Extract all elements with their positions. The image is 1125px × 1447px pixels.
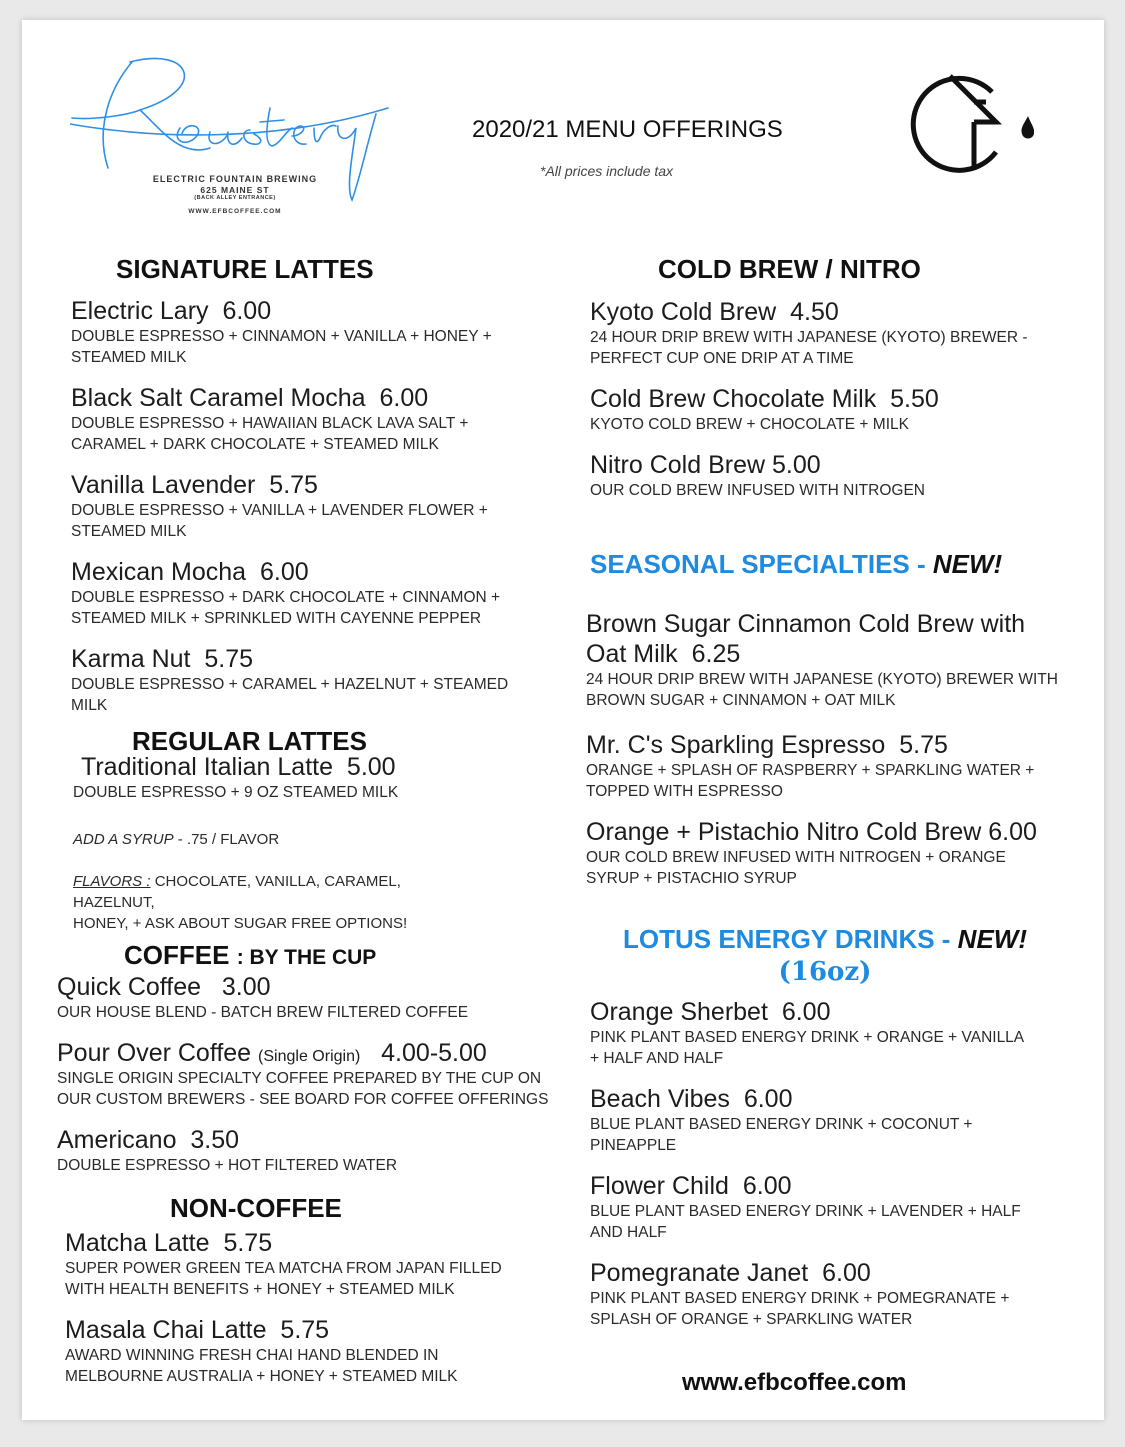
lotus-heading-text: LOTUS ENERGY DRINKS - <box>623 924 951 954</box>
item-name: Orange Sherbet <box>590 998 768 1026</box>
item-name: Pour Over Coffee <box>57 1039 252 1067</box>
item-description: OUR COLD BREW INFUSED WITH NITROGEN <box>590 482 925 499</box>
item-name: Mr. C's Sparkling Espresso <box>586 731 886 759</box>
item-price: 4.00-5.00 <box>381 1039 487 1067</box>
item-description: DOUBLE ESPRESSO + CINNAMON + VANILLA + HONEY + <box>71 328 492 345</box>
item-description: 24 HOUR DRIP BREW WITH JAPANESE (KYOTO) BREWER WITH <box>586 671 1058 688</box>
coffee-heading-suffix: : BY THE CUP <box>236 946 377 969</box>
item-price: 6.00 <box>743 1085 793 1113</box>
item-name: Masala Chai Latte <box>65 1316 267 1344</box>
lotus-heading <box>600 924 1050 987</box>
item-description: STEAMED MILK <box>71 349 187 366</box>
ef-brand-mark-icon <box>900 66 1034 178</box>
item-description: OUR CUSTOM BREWERS - SEE BOARD FOR COFFEE OFFERINGS <box>57 1091 549 1108</box>
menu-item <box>590 384 939 435</box>
item-description: CARAMEL + DARK CHOCOLATE + STEAMED MILK <box>71 436 439 453</box>
menu-item <box>590 450 925 501</box>
new-badge: NEW! <box>957 924 1027 954</box>
item-description: 24 HOUR DRIP BREW WITH JAPANESE (KYOTO) BREWER - <box>590 329 1028 346</box>
regular-lattes-heading: REGULAR LATTES <box>132 726 367 756</box>
item-description: DOUBLE ESPRESSO + HOT FILTERED WATER <box>57 1157 398 1174</box>
item-price: 6.00 <box>742 1172 792 1200</box>
item-name: Mexican Mocha <box>71 558 247 586</box>
item-description: KYOTO COLD BREW + CHOCOLATE + MILK <box>590 416 909 433</box>
item-price: 5.00 <box>346 753 396 781</box>
logo-brand: ELECTRIC FOUNTAIN BREWING <box>152 174 318 184</box>
item-description: MILK <box>71 697 108 714</box>
page-title: 2020/21 MENU OFFERINGS <box>472 116 783 143</box>
item-name: Black Salt Caramel Mocha <box>71 384 366 412</box>
menu-item <box>71 470 488 542</box>
menu-item <box>586 730 1034 802</box>
item-price: 5.00 <box>772 451 821 479</box>
coffee-heading <box>124 940 376 971</box>
syrup-label: ADD A SYRUP <box>73 831 174 848</box>
menu-item <box>71 383 468 455</box>
item-name: Pomegranate Janet <box>590 1259 809 1287</box>
item-description: PINK PLANT BASED ENERGY DRINK + ORANGE + VANILLA <box>590 1029 1025 1046</box>
item-description: STEAMED MILK + SPRINKLED WITH CAYENNE PEPPER <box>71 610 482 627</box>
item-description: DOUBLE ESPRESSO + HAWAIIAN BLACK LAVA SALT + <box>71 415 469 432</box>
menu-item <box>57 1038 548 1110</box>
item-price: 6.00 <box>822 1259 871 1287</box>
syrup-price: - .75 / FLAVOR <box>177 831 280 848</box>
item-note: (Single Origin) <box>258 1048 361 1065</box>
syrup-note <box>73 829 279 850</box>
item-name: Orange + Pistachio Nitro Cold Brew <box>586 818 982 846</box>
coffee-heading-main: COFFEE <box>124 940 230 970</box>
item-name: Quick Coffee <box>57 973 202 1001</box>
item-price: 5.50 <box>890 385 939 413</box>
item-description: SYRUP + PISTACHIO SYRUP <box>586 870 797 887</box>
seasonal-heading-text: SEASONAL SPECIALTIES - <box>590 549 926 579</box>
item-description: SUPER POWER GREEN TEA MATCHA FROM JAPAN FILLED <box>65 1260 502 1277</box>
item-description: BROWN SUGAR + CINNAMON + OAT MILK <box>586 692 896 709</box>
item-price: 3.50 <box>190 1126 240 1154</box>
menu-item <box>57 1125 397 1176</box>
item-price: 6.00 <box>781 998 831 1026</box>
logo-entrance: (BACK ALLEY ENTRANCE) <box>194 194 276 201</box>
flavors-label: FLAVORS : <box>73 873 151 890</box>
item-description: OUR HOUSE BLEND - BATCH BREW FILTERED COFFEE <box>57 1004 469 1021</box>
item-price: 5.75 <box>280 1316 330 1344</box>
item-description: OUR COLD BREW INFUSED WITH NITROGEN + ORANGE <box>586 849 1006 866</box>
menu-item <box>57 972 468 1023</box>
item-description: BLUE PLANT BASED ENERGY DRINK + LAVENDER + HALF <box>590 1203 1021 1220</box>
menu-item <box>71 296 492 368</box>
item-description: PINK PLANT BASED ENERGY DRINK + POMEGRANATE + <box>590 1290 1010 1307</box>
item-description: SPLASH OF ORANGE + SPARKLING WATER <box>590 1311 913 1328</box>
item-description: WITH HEALTH BENEFITS + HONEY + STEAMED MILK <box>65 1281 455 1298</box>
item-description: DOUBLE ESPRESSO + VANILLA + LAVENDER FLOWER + <box>71 502 488 519</box>
item-price: 3.00 <box>221 973 271 1001</box>
flavors-line: CHOCOLATE, VANILLA, CARAMEL, <box>154 873 401 890</box>
website-link[interactable]: www.efbcoffee.com <box>682 1369 907 1396</box>
item-description: + HALF AND HALF <box>590 1050 724 1067</box>
item-name: Brown Sugar Cinnamon Cold Brew with <box>586 610 1026 638</box>
item-name: Matcha Latte <box>65 1229 210 1257</box>
item-name: Nitro Cold Brew <box>590 451 766 479</box>
item-name: Cold Brew Chocolate Milk <box>590 385 877 413</box>
item-name: Flower Child <box>590 1172 729 1200</box>
item-description: DOUBLE ESPRESSO + 9 OZ STEAMED MILK <box>73 784 399 801</box>
item-description: PERFECT CUP ONE DRIP AT A TIME <box>590 350 854 367</box>
item-description: DOUBLE ESPRESSO + DARK CHOCOLATE + CINNAMON + <box>71 589 501 606</box>
item-description: SINGLE ORIGIN SPECIALTY COFFEE PREPARED BY THE CUP ON <box>57 1070 542 1087</box>
logo-url: WWW.EFBCOFFEE.COM <box>188 207 282 215</box>
item-name: Beach Vibes <box>590 1085 730 1113</box>
item-name: Oat Milk <box>586 640 678 668</box>
item-price: 6.25 <box>691 640 741 668</box>
menu-item <box>65 1315 458 1387</box>
item-name: Americano <box>57 1126 177 1154</box>
menu-item <box>590 1171 1021 1243</box>
item-description: TOPPED WITH ESPRESSO <box>586 783 783 800</box>
item-description: PINEAPPLE <box>590 1137 677 1154</box>
seasonal-heading <box>590 549 1002 580</box>
item-name: Kyoto Cold Brew <box>590 298 777 326</box>
item-price: 5.75 <box>223 1229 273 1257</box>
logo-caption <box>140 174 330 215</box>
menu-item <box>71 644 508 716</box>
item-description: AND HALF <box>590 1224 667 1241</box>
menu-item <box>590 997 1024 1069</box>
new-badge: NEW! <box>932 549 1003 579</box>
item-price: 6.00 <box>222 297 272 325</box>
item-name: Karma Nut <box>71 645 191 673</box>
item-description: BLUE PLANT BASED ENERGY DRINK + COCONUT + <box>590 1116 973 1133</box>
menu-item <box>65 1228 502 1300</box>
flavors-line: HONEY, + ASK ABOUT SUGAR FREE OPTIONS! <box>73 915 408 932</box>
item-price: 5.75 <box>204 645 254 673</box>
item-name: Vanilla Lavender <box>71 471 256 499</box>
menu-item <box>590 1258 1009 1330</box>
lotus-size: (16oz) <box>778 957 872 987</box>
item-description: ORANGE + SPLASH OF RASPBERRY + SPARKLING WATER + <box>586 762 1035 779</box>
item-description: MELBOURNE AUSTRALIA + HONEY + STEAMED MILK <box>65 1368 458 1385</box>
menu-item <box>71 557 500 629</box>
item-price: 4.50 <box>790 298 839 326</box>
item-description: DOUBLE ESPRESSO + CARAMEL + HAZELNUT + STEAMED <box>71 676 509 693</box>
menu-item <box>586 609 1058 711</box>
item-price: 5.75 <box>899 731 948 759</box>
item-name: Traditional Italian Latte <box>81 753 334 781</box>
flavors-note <box>73 871 407 934</box>
menu-item <box>590 297 1028 369</box>
menu-item <box>73 752 398 803</box>
item-price: 6.00 <box>988 818 1037 846</box>
menu-item <box>590 1084 972 1156</box>
item-price: 6.00 <box>259 558 309 586</box>
item-name: Electric Lary <box>71 297 209 325</box>
tax-note: *All prices include tax <box>540 163 674 179</box>
non-coffee-heading: NON-COFFEE <box>170 1193 342 1223</box>
item-price: 5.75 <box>269 471 318 499</box>
item-description: STEAMED MILK <box>71 523 187 540</box>
flavors-line: HAZELNUT, <box>73 894 155 911</box>
cold-brew-heading: COLD BREW / NITRO <box>658 254 921 284</box>
item-description: AWARD WINNING FRESH CHAI HAND BLENDED IN <box>65 1347 439 1364</box>
item-price: 6.00 <box>379 384 429 412</box>
signature-lattes-heading: SIGNATURE LATTES <box>116 254 374 284</box>
logo-address: 625 MAINE ST <box>200 184 270 195</box>
menu-item <box>586 817 1037 889</box>
